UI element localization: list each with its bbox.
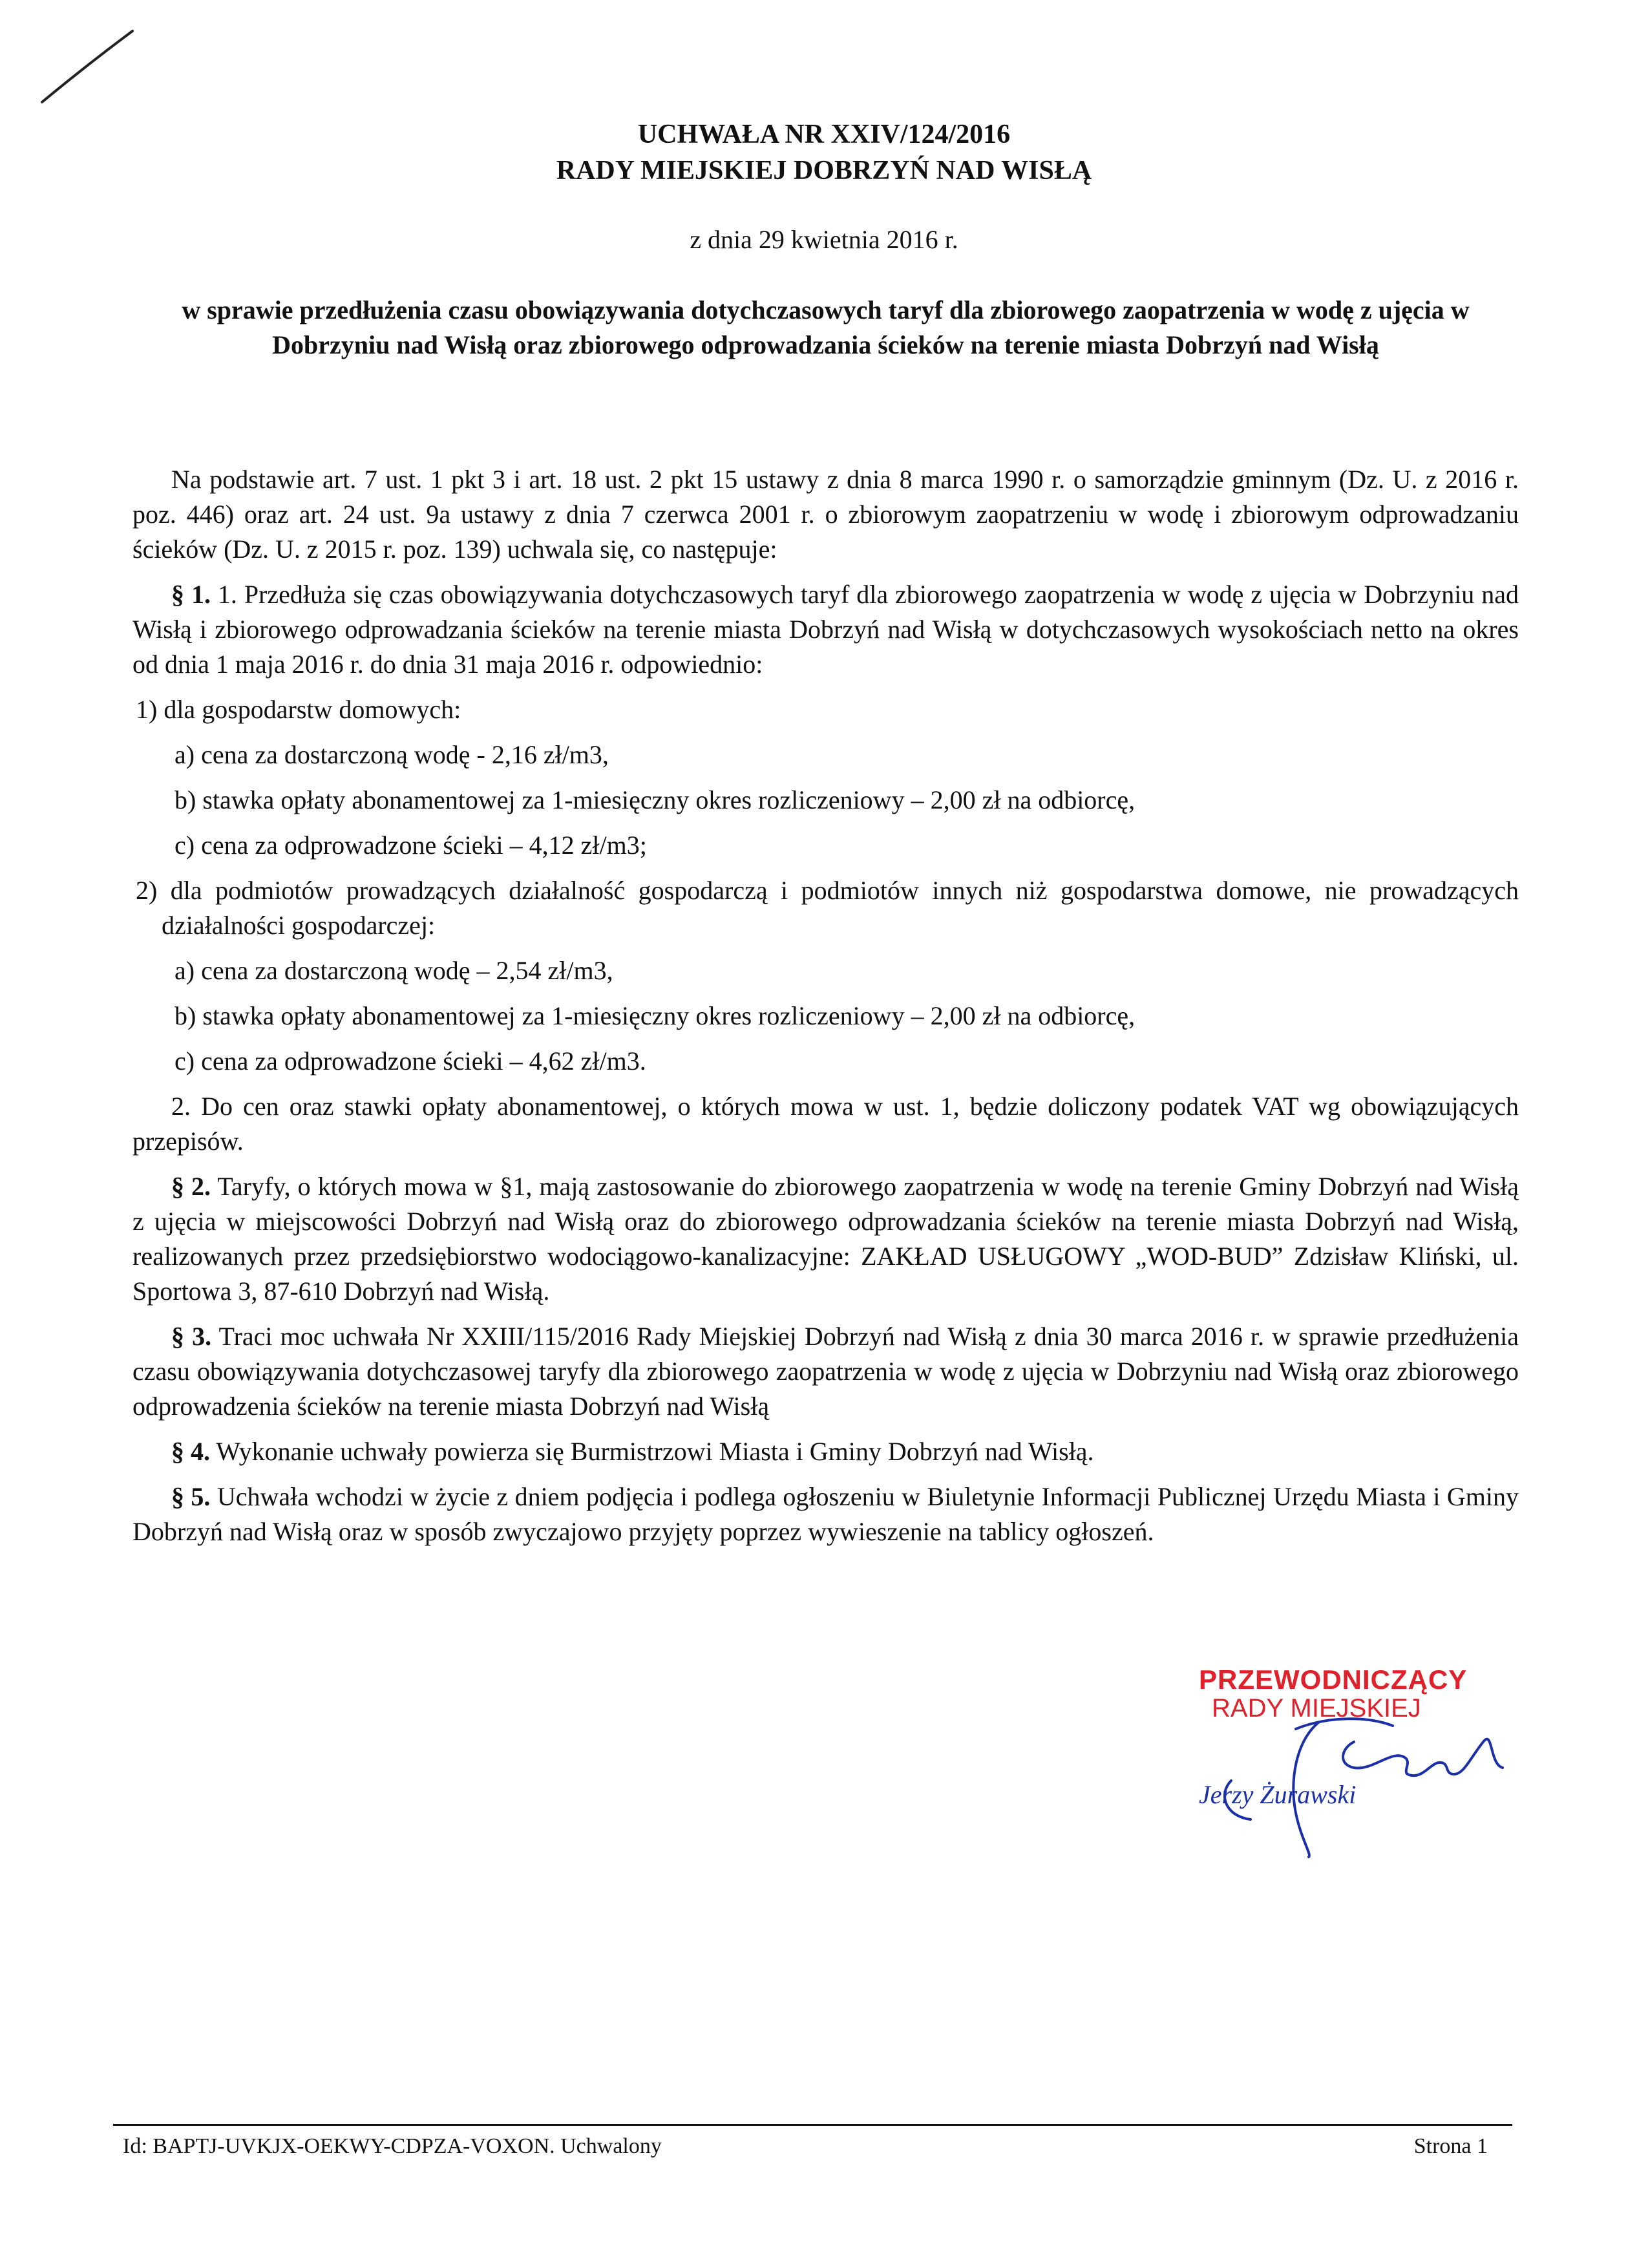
preamble: Na podstawie art. 7 ust. 1 pkt 3 i art. 18 ust. 2 pkt 15 ustawy z dnia 8 marca 1990 r. o samorządzie gminnym (Dz. U. z 2016 r. poz. 446) oraz art. 24 ust. 9a ustawy z dnia 7 czerwca 2001 r. o zbiorowym zaopatrzeniu w wodę i zbiorowym odprowadzaniu ścieków (Dz. U. z 2015 r. poz. 139) uchwala się, co następuje: bbox=[132, 465, 1519, 564]
paragraph-4-label: § 4. bbox=[171, 1437, 210, 1466]
resolution-body bbox=[132, 462, 1519, 1560]
list-item-1c: c) cena za odprowadzone ścieki – 4,12 zł/m3; bbox=[174, 831, 647, 860]
stamp-title: PRZEWODNICZĄCY bbox=[1199, 1664, 1468, 1695]
paragraph-5-text: Uchwała wchodzi w życie z dniem podjęcia i podlega ogłoszeniu w Biuletynie Informacji Publicznej Urzędu Miasta i Gminy Dobrzyń nad Wisłą oraz w sposób zwyczajowo przyjęty poprzez wywieszenie na tablicy ogłoszeń. bbox=[132, 1482, 1519, 1546]
resolution-subject: w sprawie przedłużenia czasu obowiązywania dotychczasowych taryf dla zbiorowego zaopatrzenia w wodę z ujęcia w Dobrzyniu nad Wisłą oraz zbiorowego odprowadzania ścieków na terenie miasta Dobrzyń nad Wisłą bbox=[182, 295, 1470, 359]
list-item-1b: b) stawka opłaty abonamentowej za 1-miesięczny okres rozliczeniowy – 2,00 zł na odbiorcę, bbox=[174, 785, 1136, 814]
paragraph-3-label: § 3. bbox=[171, 1322, 212, 1351]
stamp-council: RADY MIEJSKIEJ bbox=[1212, 1694, 1421, 1722]
paragraph-2-text: Taryfy, o których mowa w §1, mają zastosowanie do zbiorowego zaopatrzenia w wodę na terenie Gminy Dobrzyń nad Wisłą z ujęcia w miejscowości Dobrzyń nad Wisłą oraz do zbiorowego odprowadzania ścieków na terenie miasta Dobrzyń nad Wisłą, realizowanych przez przedsiębiorstwo wodociągowo-kanalizacyjne: ZAKŁAD USŁUGOWY „WOD-BUD” Zdzisław Kliński, ul. Sportowa 3, 87-610 Dobrzyń nad Wisłą. bbox=[132, 1172, 1519, 1306]
document-id: Id: BAPTJ-UVKJX-OEKWY-CDPZA-VOXON. Uchwalony bbox=[123, 2134, 662, 2158]
list-item-1: 1) dla gospodarstw domowych: bbox=[136, 695, 461, 724]
list-item-2c: c) cena za odprowadzone ścieki – 4,62 zł/m3. bbox=[174, 1046, 646, 1076]
paragraph-5-label: § 5. bbox=[171, 1482, 211, 1511]
paragraph-1-label: § 1. bbox=[171, 580, 211, 609]
paragraph-4 bbox=[132, 1434, 1519, 1469]
paragraph-1-text: 1. Przedłuża się czas obowiązywania dotychczasowych taryf dla zbiorowego zaopatrzenia w wodę z ujęcia w Dobrzyniu nad Wisłą i zbiorowego odprowadzania ścieków na terenie miasta Dobrzyń nad Wisłą w dotychczasowych wysokościach netto na okres od dnia 1 maja 2016 r. do dnia 31 maja 2016 r. odpowiednio: bbox=[132, 580, 1519, 679]
list-item-2a: a) cena za dostarczoną wodę – 2,54 zł/m3, bbox=[174, 956, 613, 985]
chairman-name: Jerzy Żurawski bbox=[1199, 1780, 1357, 1809]
resolution-date: z dnia 29 kwietnia 2016 r. bbox=[690, 225, 958, 254]
list-item-2: 2) dla podmiotów prowadzących działalność gospodarczą i podmiotów innych niż gospodarstwa domowe, nie prowadzących działalności gospodarczej: bbox=[136, 876, 1519, 940]
list-item-2b: b) stawka opłaty abonamentowej za 1-miesięczny okres rozliczeniowy – 2,00 zł na odbiorcę, bbox=[174, 1001, 1136, 1030]
list-item-1a: a) cena za dostarczoną wodę - 2,16 zł/m3, bbox=[174, 740, 609, 769]
paragraph-4-text: Wykonanie uchwały powierza się Burmistrzowi Miasta i Gminy Dobrzyń nad Wisłą. bbox=[210, 1437, 1094, 1466]
paragraph-1 bbox=[132, 577, 1519, 682]
page-number: Strona 1 bbox=[1413, 2134, 1488, 2158]
paragraph-3 bbox=[132, 1319, 1519, 1424]
paragraph-2-label: § 2. bbox=[171, 1172, 211, 1201]
chairman-stamp bbox=[1199, 1664, 1522, 1858]
paragraph-3-text: Traci moc uchwała Nr XXIII/115/2016 Rady Miejskiej Dobrzyń nad Wisłą z dnia 30 marca 2016 r. w sprawie przedłużenia czasu obowiązywania dotychczasowej taryfy dla zbiorowego zaopatrzenia w wodę z ujęcia w Dobrzyniu nad Wisłą oraz zbiorowego odprowadzenia ścieków na terenie miasta Dobrzyń nad Wisłą bbox=[132, 1322, 1519, 1421]
handwritten-signature bbox=[1199, 1703, 1522, 1858]
resolution-number: UCHWAŁA NR XXIV/124/2016 bbox=[637, 120, 1011, 149]
paragraph-5 bbox=[132, 1479, 1519, 1549]
paragraph-2 bbox=[132, 1169, 1519, 1309]
paragraph-1-section-2: 2. Do cen oraz stawki opłaty abonamentowej, o których mowa w ust. 1, będzie doliczony podatek VAT wg obowiązujących przepisów. bbox=[132, 1092, 1519, 1156]
footer-divider bbox=[113, 2124, 1512, 2126]
pen-stroke-mark bbox=[36, 26, 139, 110]
council-name: RADY MIEJSKIEJ DOBRZYŃ NAD WISŁĄ bbox=[556, 156, 1092, 185]
